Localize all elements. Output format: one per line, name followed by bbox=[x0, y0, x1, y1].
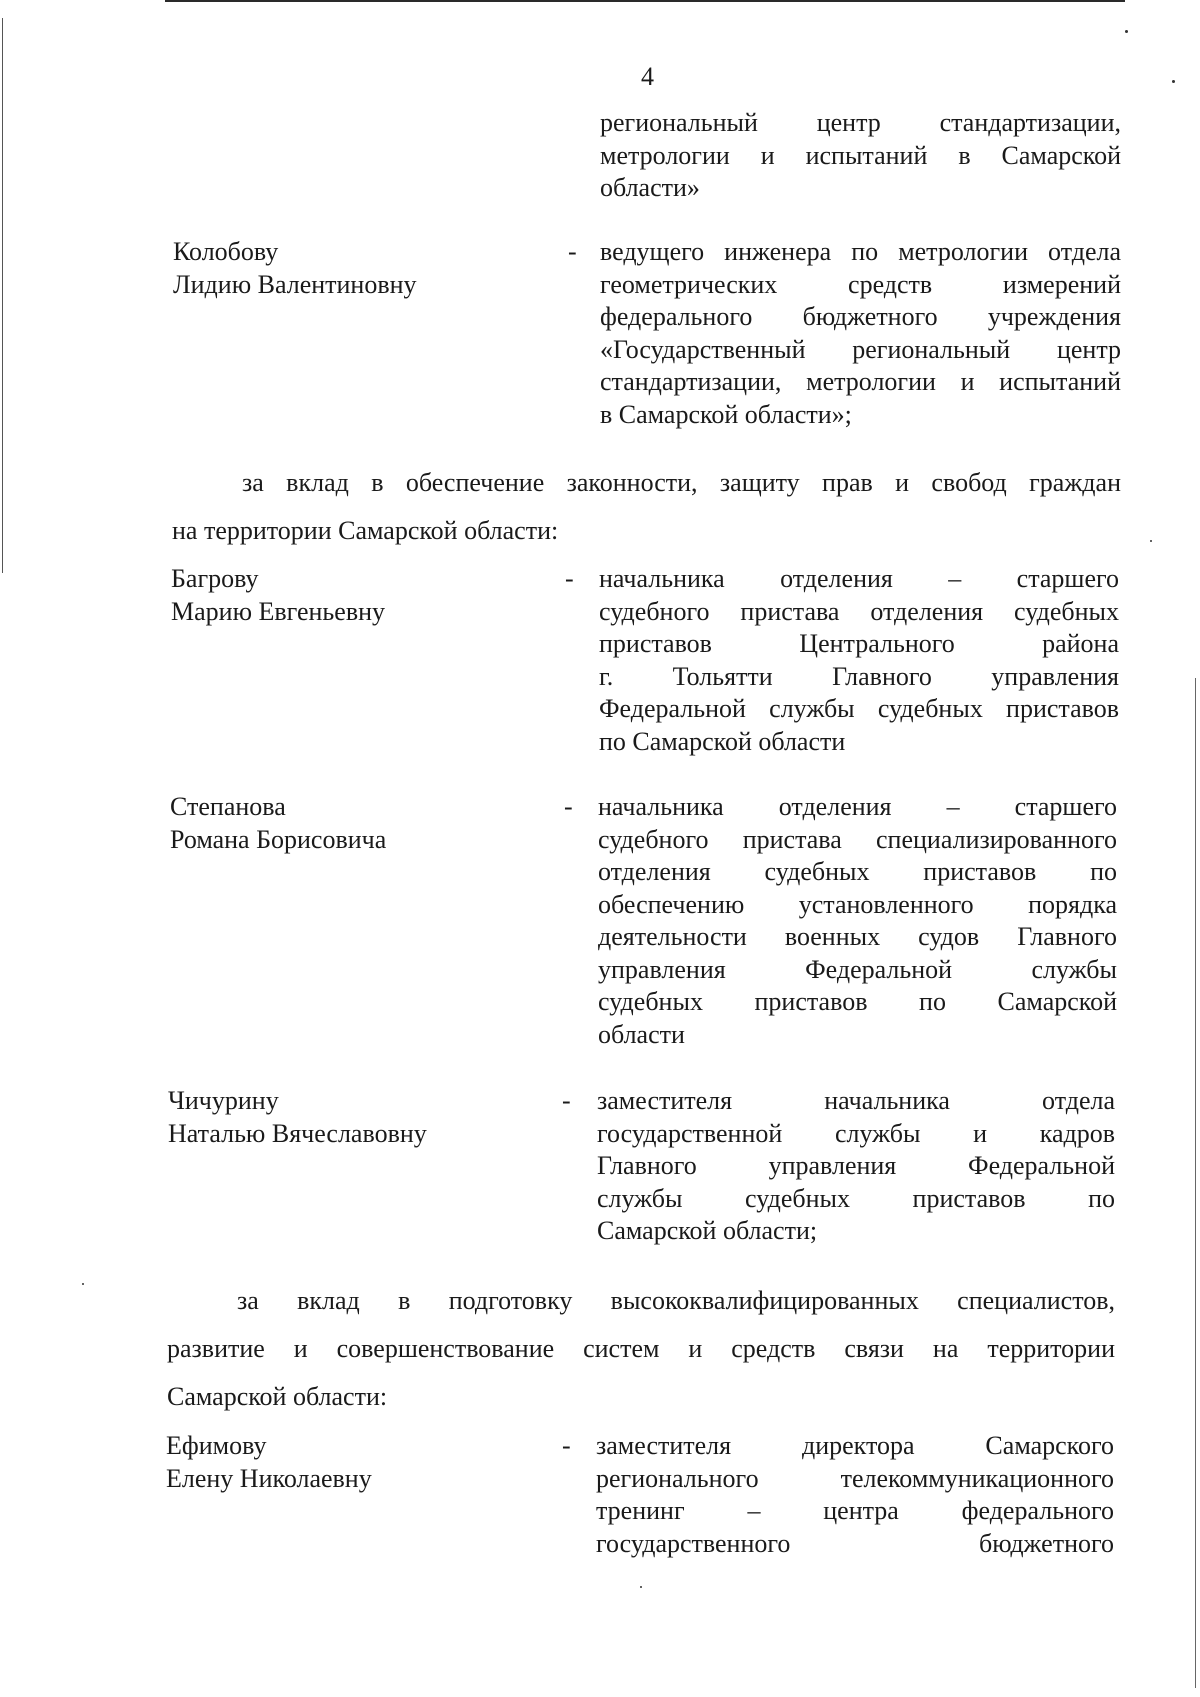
text-line: за вклад в обеспечение законности, защиту прав и свобод граждан bbox=[242, 468, 1121, 497]
text-line: метрологии и испытаний в Самарской bbox=[600, 140, 1121, 170]
text-line: Самарской области; bbox=[597, 1216, 818, 1245]
name-line: Колобову bbox=[173, 237, 279, 266]
scan-speck bbox=[82, 1283, 84, 1285]
scan-edge-left bbox=[2, 18, 3, 573]
entry-dash: - bbox=[562, 1086, 571, 1115]
text-line: заместителя директора Самарского bbox=[596, 1431, 1114, 1460]
text-line: государственного бюджетного bbox=[596, 1528, 1114, 1558]
scan-edge-right bbox=[1195, 678, 1196, 1688]
text-line: геометрических средств измерений bbox=[600, 269, 1121, 299]
text-line: Главного управления Федеральной bbox=[597, 1151, 1115, 1180]
text-line: начальника отделения – старшего bbox=[598, 792, 1117, 821]
text-line: по Самарской области bbox=[599, 726, 846, 756]
section-intro bbox=[172, 459, 1121, 555]
text-line: Федеральной службы судебных приставов bbox=[599, 694, 1119, 723]
text-line: заместителя начальника отдела bbox=[597, 1086, 1115, 1115]
text-line: г. Тольятти Главного управления bbox=[599, 661, 1119, 691]
awardee-name bbox=[170, 791, 530, 856]
text-line: «Государственный региональный центр bbox=[600, 334, 1121, 364]
awardee-name bbox=[166, 1430, 526, 1495]
text-line: обеспечению установленного порядка bbox=[598, 889, 1117, 919]
name-line: Ефимову bbox=[166, 1431, 267, 1460]
name-line: Елену Николаевну bbox=[166, 1463, 372, 1493]
continuation-text bbox=[600, 107, 1121, 205]
scan-speck bbox=[1150, 540, 1152, 542]
awardee-position bbox=[598, 791, 1117, 1051]
scan-speck bbox=[1125, 30, 1128, 33]
text-line: ведущего инженера по метрологии отдела bbox=[600, 237, 1121, 266]
awardee-name bbox=[168, 1085, 528, 1150]
entry-dash: - bbox=[565, 564, 574, 593]
text-line: региональный центр стандартизации, bbox=[600, 108, 1121, 137]
scan-speck bbox=[640, 1586, 642, 1588]
text-line: регионального телекоммуникационного bbox=[596, 1463, 1114, 1493]
text-line: судебного пристава специализированного bbox=[598, 824, 1117, 854]
text-line: судебных приставов по Самарской bbox=[598, 987, 1117, 1016]
awardee-position bbox=[597, 1085, 1115, 1248]
text-line: развитие и совершенствование систем и средств связи на территории bbox=[167, 1334, 1115, 1363]
text-line: судебного пристава отделения судебных bbox=[599, 596, 1119, 626]
name-line: Романа Борисовича bbox=[170, 824, 387, 854]
name-line: Степанова bbox=[170, 792, 286, 821]
name-line: Наталью Вячеславовну bbox=[168, 1118, 427, 1148]
text-line: тренинг – центра федерального bbox=[596, 1496, 1114, 1525]
name-line: Лидию Валентиновну bbox=[173, 269, 417, 299]
text-line: стандартизации, метрологии и испытаний bbox=[600, 367, 1121, 396]
text-line: в Самарской области»; bbox=[600, 399, 852, 429]
text-line: Самарской области: bbox=[167, 1382, 388, 1411]
text-line: на территории Самарской области: bbox=[172, 516, 559, 545]
entry-dash: - bbox=[568, 237, 577, 266]
name-line: Багрову bbox=[171, 564, 259, 593]
scan-edge-top bbox=[165, 0, 1125, 2]
text-line: федерального бюджетного учреждения bbox=[600, 302, 1121, 331]
text-line: управления Федеральной службы bbox=[598, 954, 1117, 984]
awardee-name bbox=[171, 563, 531, 628]
entry-dash: - bbox=[564, 792, 573, 821]
text-line: области bbox=[598, 1019, 685, 1049]
text-line: за вклад в подготовку высококвалифицированных специалистов, bbox=[237, 1286, 1115, 1315]
entry-dash: - bbox=[562, 1431, 571, 1460]
text-line: деятельности военных судов Главного bbox=[598, 922, 1117, 951]
awardee-position bbox=[600, 236, 1121, 431]
text-line: приставов Центрального района bbox=[599, 629, 1119, 658]
name-line: Марию Евгеньевну bbox=[171, 596, 386, 626]
name-line: Чичурину bbox=[168, 1086, 279, 1115]
text-line: службы судебных приставов по bbox=[597, 1183, 1115, 1213]
text-line: начальника отделения – старшего bbox=[599, 564, 1119, 593]
awardee-name bbox=[173, 236, 533, 301]
section-intro bbox=[167, 1277, 1115, 1421]
text-line: отделения судебных приставов по bbox=[598, 857, 1117, 886]
awardee-position bbox=[599, 563, 1119, 758]
awardee-position bbox=[596, 1430, 1114, 1560]
text-line: государственной службы и кадров bbox=[597, 1118, 1115, 1148]
page-number: 4 bbox=[641, 62, 654, 91]
text-line: области» bbox=[600, 173, 700, 202]
